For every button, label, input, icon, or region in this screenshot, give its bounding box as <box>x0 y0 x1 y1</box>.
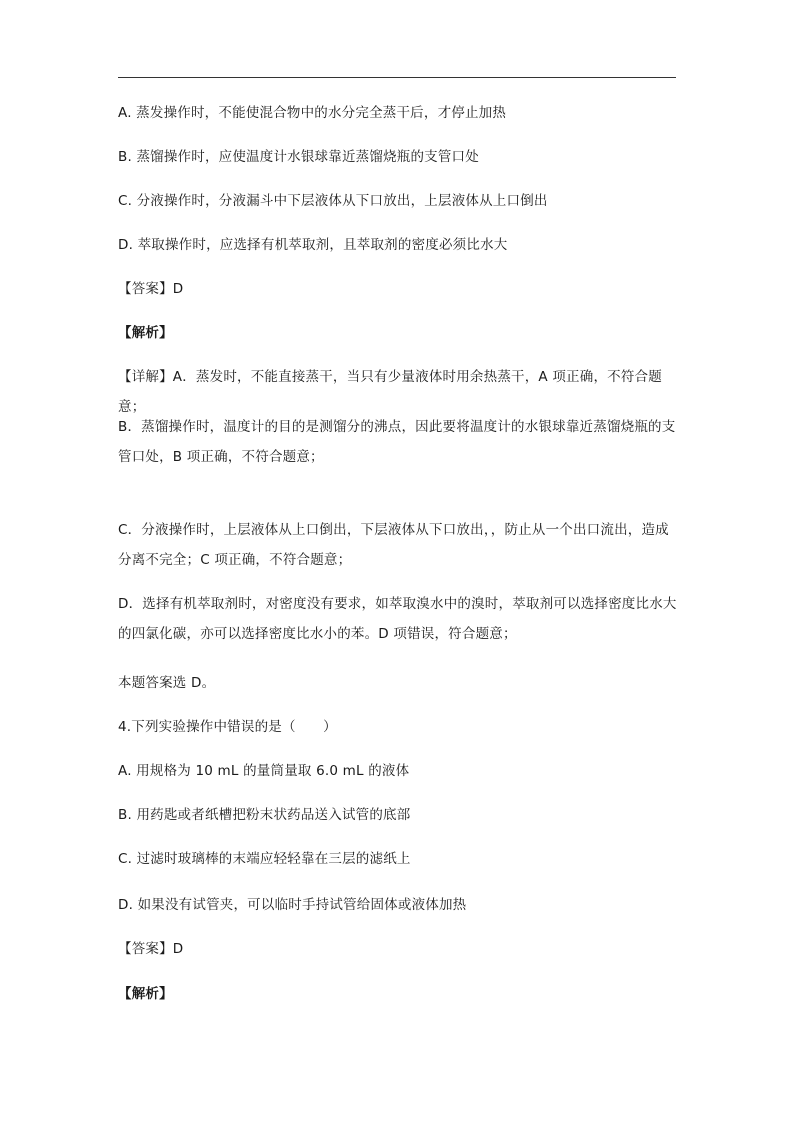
q4-answer: 【答案】D <box>118 941 184 957</box>
q3-option-c: C. 分液操作时，分液漏斗中下层液体从下口放出，上层液体从上口倒出 <box>118 193 548 209</box>
q4-option-d: D. 如果没有试管夹，可以临时手持试管给固体或液体加热 <box>118 897 467 913</box>
q3-detail-c: C．分液操作时，上层液体从上口倒出，下层液体从下口放出，，防止从一个出口流出，造成分离不完全；C 项正确，不符合题意； <box>118 522 669 568</box>
q4-stem: 4.下列实验操作中错误的是（ ） <box>118 719 337 735</box>
q3-detail-d: D．选择有机萃取剂时，对密度没有要求，如萃取溴水中的溴时，萃取剂可以选择密度比水大的四氯化碳，亦可以选择密度比水小的苯。D 项错误，符合题意； <box>118 596 677 642</box>
q3-option-b: B. 蒸馏操作时，应使温度计水银球靠近蒸馏烧瓶的支管口处 <box>118 149 479 165</box>
q4-analysis-label: 【解析】 <box>118 986 173 1002</box>
q3-analysis-label: 【解析】 <box>118 325 173 341</box>
q4-option-c: C. 过滤时玻璃棒的末端应轻轻靠在三层的滤纸上 <box>118 851 411 867</box>
q3-option-a: A. 蒸发操作时，不能使混合物中的水分完全蒸干后，才停止加热 <box>118 105 507 121</box>
q3-option-d: D. 萃取操作时，应选择有机萃取剂，且萃取剂的密度必须比水大 <box>118 237 508 253</box>
q3-conclusion: 本题答案选 D。 <box>118 675 216 691</box>
q4-option-b: B. 用药匙或者纸槽把粉末状药品送入试管的底部 <box>118 807 411 823</box>
q3-answer: 【答案】D <box>118 281 184 297</box>
q3-detail-a: 【详解】A．蒸发时，不能直接蒸干，当只有少量液体时用余热蒸干，A 项正确，不符合题意； <box>118 369 662 415</box>
q4-option-a: A. 用规格为 10 mL 的量筒量取 6.0 mL 的液体 <box>118 763 410 779</box>
q3-detail-b: B．蒸馏操作时，温度计的目的是测馏分的沸点，因此要将温度计的水银球靠近蒸馏烧瓶的支管口处，B 项正确，不符合题意； <box>118 419 676 465</box>
header-rule <box>118 77 676 78</box>
